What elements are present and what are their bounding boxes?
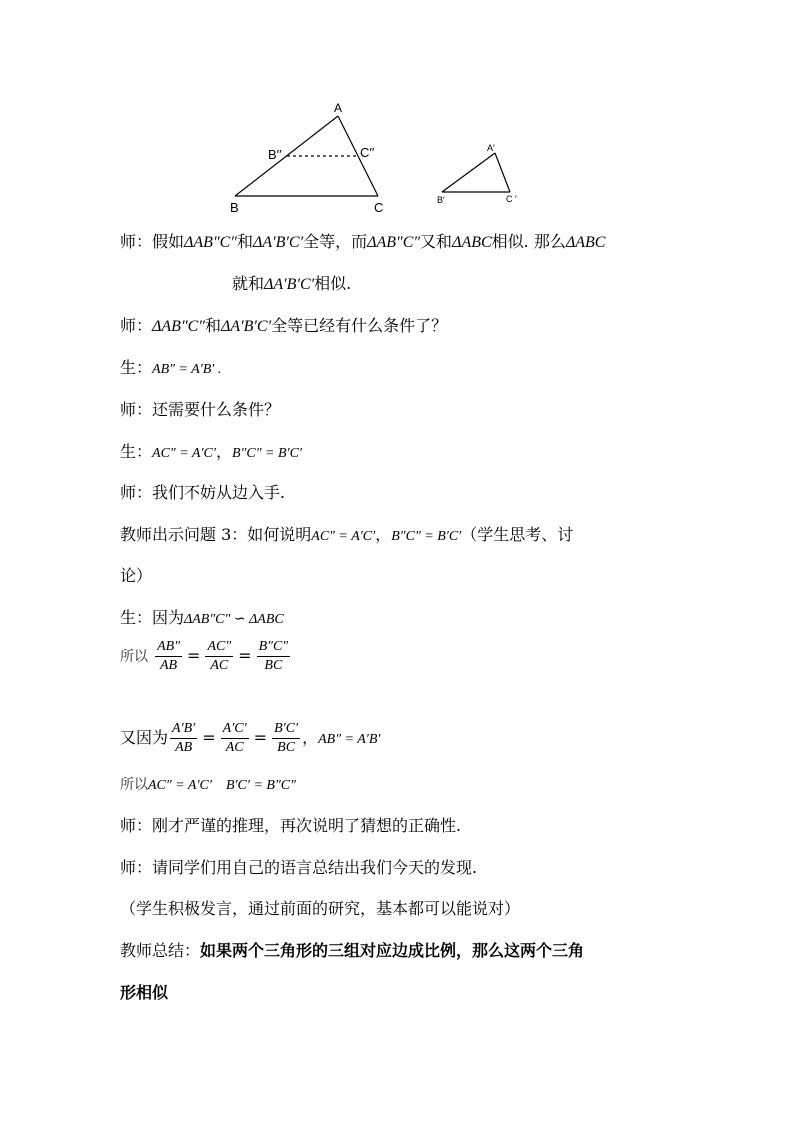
math-equation: AB″ = A′B′ . [152,362,222,377]
text: 相似. [314,274,352,293]
math-triangle: ΔAB″C″ [152,318,205,335]
large-triangle [235,116,378,196]
equals: = [187,646,201,665]
text: 全等，而 [303,232,368,251]
paragraph-8 [120,606,284,632]
text: 所以 [120,777,148,793]
conclusion-text: 如果两个三角形的三组对应边成比例，那么这两个三角 [200,941,585,960]
math-triangle: ΔABC [452,234,492,251]
equals: = [202,728,216,747]
text: ， [375,525,392,544]
small-triangle [442,153,510,192]
denominator: AC [210,658,229,673]
fraction [155,638,182,675]
paragraph-5 [120,440,302,466]
math-triangle: ΔAB″C″ [367,234,421,251]
triangle-figure [220,95,540,220]
paragraph-7 [120,523,573,549]
paragraph-2 [120,314,447,339]
text: 教师总结： [120,941,201,960]
text: 和 [236,232,253,251]
math-triangle: ΔABC [565,234,606,251]
numerator: AC″ [205,638,233,657]
text: ， [302,728,319,747]
denominator: AB [160,658,178,673]
text: 师：假如 [120,232,185,251]
numerator: A′C′ [221,720,249,739]
fraction [170,720,197,757]
paragraph-12: 师：刚才严谨的推理，再次说明了猜想的正确性. [120,816,462,835]
numerator: B′C′ [272,720,300,739]
text: （学生思考、讨 [461,525,574,544]
numerator: AB″ [155,638,182,657]
text: 生：因为 [120,608,185,627]
math-equation: AC″ = A′C′ [148,778,212,793]
equals: = [238,646,252,665]
paragraph-10 [120,720,380,758]
math-equation: B″C″ = B′C′ [391,529,462,544]
text: 相似. 那么 [491,232,566,251]
text: 所以 [120,649,148,665]
fraction [272,720,300,757]
denominator: AC [225,740,244,755]
paragraph-7-cont: 论） [120,566,153,585]
label-B-prime: B′ [437,195,445,205]
text: 师： [120,316,153,335]
paragraph-9 [120,638,292,675]
label-B: B [230,200,239,215]
fraction [257,638,291,675]
text: 全等已经有什么条件了？ [271,316,448,335]
text: 教师出示问题 3：如何说明 [120,525,312,544]
numerator: B″C″ [257,638,291,657]
text: 就和 [232,274,265,293]
math-triangle: ΔA′B′C′ [264,276,315,293]
text: 生： [120,358,153,377]
label-A-prime: A′ [487,143,495,153]
denominator: BC [277,740,296,755]
text: 又因为 [120,728,169,747]
paragraph-15 [120,939,584,963]
label-A: A [334,101,343,115]
paragraph-6: 师：我们不妨从边入手. [120,483,286,502]
text: 又和 [420,232,453,251]
fraction [205,638,233,675]
paragraph-13: 师：请同学们用自己的语言总结出我们今天的发现. [120,858,478,877]
math-equation: B″C″ = B′C′ [231,446,302,461]
numerator: A′B′ [170,720,197,739]
paragraph-4: 师：还需要什么条件？ [120,400,281,419]
math-equation: AC″ = A′C′ [311,529,376,544]
math-equation: AB″ = A′B′ [318,732,381,747]
text: 和 [204,316,221,335]
math-similarity: ΔAB″C″ ∽ ΔABC [184,612,284,627]
math-triangle: ΔAB″C″ [184,234,237,251]
math-triangle: ΔA′B′C′ [220,318,272,335]
math-equation: AC″ = A′C′ [152,446,216,461]
denominator: BC [264,658,283,673]
math-equation: B′C′ = B″C″ [225,778,296,793]
paragraph-15-cont: 形相似 [120,983,169,1002]
label-B2: B′′ [268,147,282,162]
denominator: AB [175,740,193,755]
text: ， [215,442,232,461]
equals: = [253,728,268,747]
paragraph-1-cont [232,272,351,297]
label-C: C [374,200,384,215]
paragraph-1 [120,230,605,255]
label-C-prime: C ′ [506,194,517,204]
label-C2: C′′ [360,145,375,160]
fraction [221,720,249,757]
paragraph-14: （学生积极发言，通过前面的研究，基本都可以能说对） [120,899,521,918]
paragraph-11 [120,772,296,798]
paragraph-3 [120,356,221,382]
text: 生： [120,442,153,461]
math-triangle: ΔA′B′C′ [252,234,304,251]
